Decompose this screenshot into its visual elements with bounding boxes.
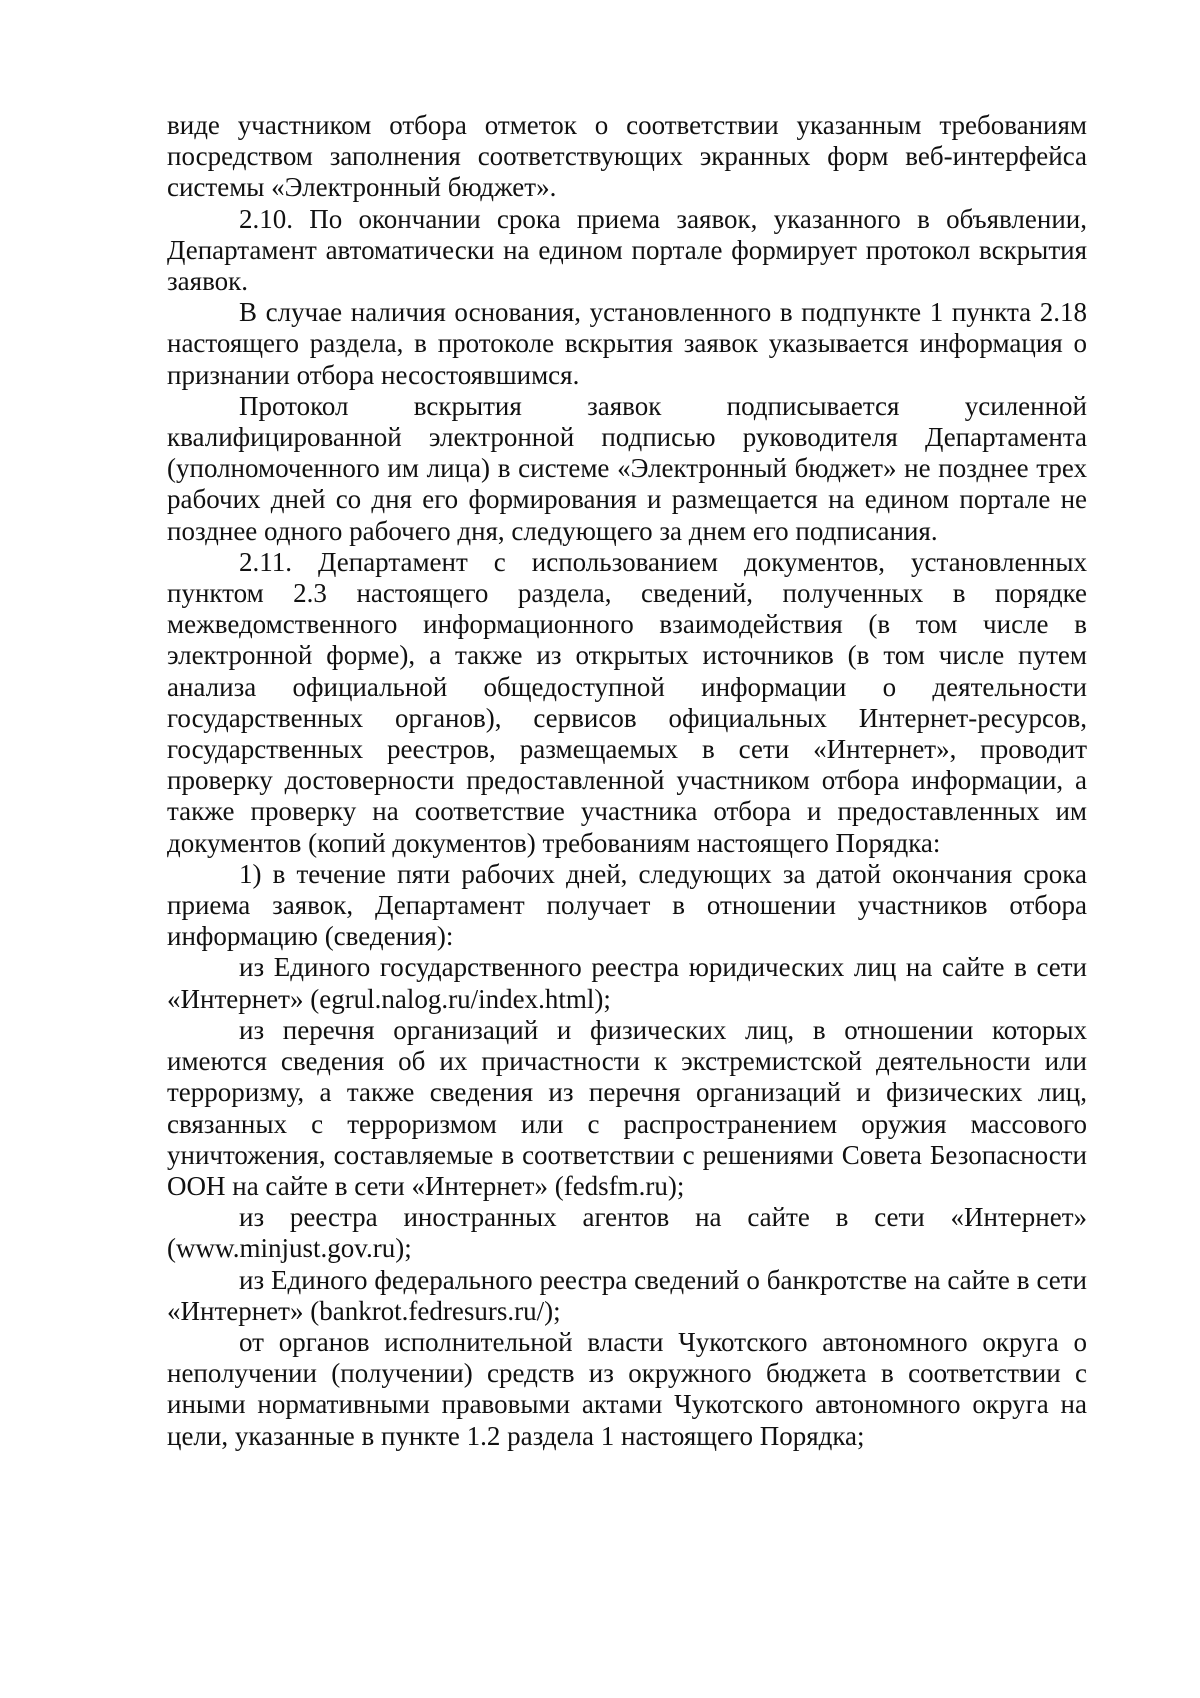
paragraph-2-10: 2.10. По окончании срока приема заявок, указанного в объявлении, Департамент автоматически на едином портале формирует протокол вскрытия заявок. (167, 203, 1087, 297)
document-page (167, 110, 1087, 1452)
paragraph-extremism-list: из перечня организаций и физических лиц, в отношении которых имеются сведения об их причастности к экстремистской деятельности или терроризму, а также сведения из перечня организаций и физических лиц, связанных с терроризмом или с распространением оружия массового уничтожения, составляемые в соответствии с решениями Совета Безопасности ООН на сайте в сети «Интернет» (fedsfm.ru); (167, 1014, 1087, 1201)
paragraph-failed-selection: В случае наличия основания, установленного в подпункте 1 пункта 2.18 настоящего раздела, в протоколе вскрытия заявок указывается информация о признании отбора несостоявшимся. (167, 297, 1087, 390)
paragraph-item-1: 1) в течение пяти рабочих дней, следующих за датой окончания срока приема заявок, Департамент получает в отношении участников отбора информацию (сведения): (167, 858, 1087, 952)
paragraph-egrul: из Единого государственного реестра юридических лиц на сайте в сети «Интернет» (egrul.nalog.ru/index.html); (167, 952, 1087, 1014)
paragraph-continuation: виде участником отбора отметок о соответствии указанным требованиям посредством заполнения соответствующих экранных форм веб-интерфейса системы «Электронный бюджет». (167, 110, 1087, 203)
paragraph-foreign-agents: из реестра иностранных агентов на сайте в сети «Интернет» (www.minjust.gov.ru); (167, 1202, 1087, 1264)
paragraph-bankruptcy: из Единого федерального реестра сведений о банкротстве на сайте в сети «Интернет» (bankrot.fedresurs.ru/); (167, 1264, 1087, 1326)
paragraph-protocol-signing: Протокол вскрытия заявок подписывается усиленной квалифицированной электронной подписью руководителя Департамента (уполномоченного им лица) в системе «Электронный бюджет» не позднее трех рабочих дней со дня его формирования и размещается на едином портале не позднее одного рабочего дня, следующего за днем его подписания. (167, 390, 1087, 546)
paragraph-executive-bodies: от органов исполнительной власти Чукотского автономного округа о неполучении (получении) средств из окружного бюджета в соответствии с иными нормативными правовыми актами Чукотского автономного округа на цели, указанные в пункте 1.2 раздела 1 настоящего Порядка; (167, 1326, 1087, 1451)
paragraph-2-11: 2.11. Департамент с использованием документов, установленных пунктом 2.3 настоящего раздела, сведений, полученных в порядке межведомственного информационного взаимодействия (в том числе в электронной форме), а также из открытых источников (в том числе путем анализа официальной общедоступной информации о деятельности государственных органов), сервисов официальных Интернет-ресурсов, государственных реестров, размещаемых в сети «Интернет», проводит проверку достоверности предоставленной участником отбора информации, а также проверку на соответствие участника отбора и предоставленных им документов (копий документов) требованиям настоящего Порядка: (167, 546, 1087, 858)
